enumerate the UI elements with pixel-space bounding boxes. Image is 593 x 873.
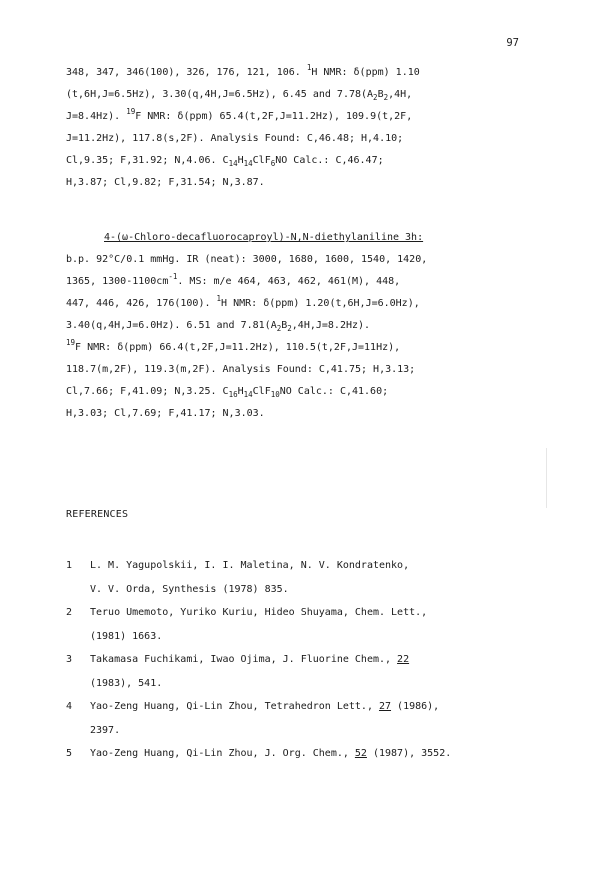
- text-line: 1365, $1300-1100cm^{-1}$. MS: m/e 464, 463, 462, 461(M), 448,: [66, 271, 401, 287]
- text-line: 3.40(q,4H,J=6.0Hz). 6.51 and $7.81(A_2B_2,4H,J=8.2Hz)$.: [66, 320, 371, 333]
- reference-number: 1: [66, 560, 73, 571]
- text-line: 118.7(m,2F), 119.3(m,2F). Analysis Found: C,41.75; H,3.13;: [66, 364, 416, 375]
- paragraph-compound-data: [66, 62, 536, 194]
- references-heading: REFERENCES: [66, 509, 129, 520]
- reference-item: 3 Takamasa Fuchikami, Iwao Ojima, J. Fluorine Chem., 22 (1983), 541.: [66, 648, 536, 695]
- scan-margin-line: [546, 448, 547, 508]
- reference-number: 5: [66, 748, 73, 759]
- reference-number: 2: [66, 607, 73, 618]
- reference-item: 2 Teruo Umemoto, Yuriko Kuriu, Hideo Shuyama, Chem. Lett., (1981) 1663.: [66, 601, 536, 648]
- reference-item: 5 Yao-Zeng Huang, Qi-Lin Zhou, J. Org. Chem., 52 (1987), 3552.: [66, 742, 536, 766]
- text-line: 447, 446, 426, 176(100). $^1$H NMR: δ(ppm) 1.20(t,6H,J=6.0Hz),: [66, 293, 420, 309]
- text-line: (t,6H,J=6.5Hz), 3.30(q,4H,J=6.5Hz), 6.45 and $7.78(A_2B_2,4H$,: [66, 89, 413, 102]
- reference-item: 4 Yao-Zeng Huang, Qi-Lin Zhou, Tetrahedron Lett., 27 (1986), 2397.: [66, 695, 536, 742]
- text-line: 348, 347, 346(100), 326, 176, 121, 106. $^1$H NMR: δ(ppm) 1.10: [66, 62, 420, 78]
- text-line: b.p. 92°C/0.1 mmHg. IR (neat): 3000, 1680, 1600, 1540, 1420,: [66, 254, 428, 265]
- volume-number: 52: [354, 748, 367, 759]
- text-line: J=8.4Hz). $^{19}$F NMR: δ(ppm) 65.4(t,2F,J=11.2Hz), 109.9(t,2F,: [66, 106, 413, 122]
- reference-list: [66, 554, 536, 766]
- page-number: 97: [506, 37, 519, 49]
- volume-number: 22: [397, 654, 410, 665]
- text-line: Cl,7.66; F,41.09; N,3.25. $C_{16}H_{14}ClF_{10}NO$ Calc.: C,41.60;: [66, 386, 389, 399]
- reference-number: 4: [66, 701, 73, 712]
- reference-item: 1 L. M. Yagupolskii, I. I. Maletina, N. V. Kondratenko, V. V. Orda, Synthesis (1978) 835.: [66, 554, 536, 601]
- text-line: Cl,9.35; F,31.92; N,4.06. $C_{14}H_{14}ClF_6NO$ Calc.: C,46.47;: [66, 155, 384, 168]
- text-line: H,3.03; Cl,7.69; F,41.17; N,3.03.: [66, 408, 265, 419]
- text-line: $^{19}$F NMR: δ(ppm) 66.4(t,2F,J=11.2Hz), 110.5(t,2F,J=11Hz),: [66, 337, 401, 353]
- text-line: J=11.2Hz), 117.8(s,2F). Analysis Found: C,46.48; H,4.10;: [66, 133, 404, 144]
- volume-number: 27: [378, 701, 392, 712]
- paragraph-compound-3h: [66, 227, 536, 425]
- compound-title: 4-(ω-Chloro-decafluorocaproyl)-N,N-diethylaniline 3h:: [104, 232, 424, 243]
- reference-number: 3: [66, 654, 73, 665]
- text-line: H,3.87; Cl,9.82; F,31.54; N,3.87.: [66, 177, 265, 188]
